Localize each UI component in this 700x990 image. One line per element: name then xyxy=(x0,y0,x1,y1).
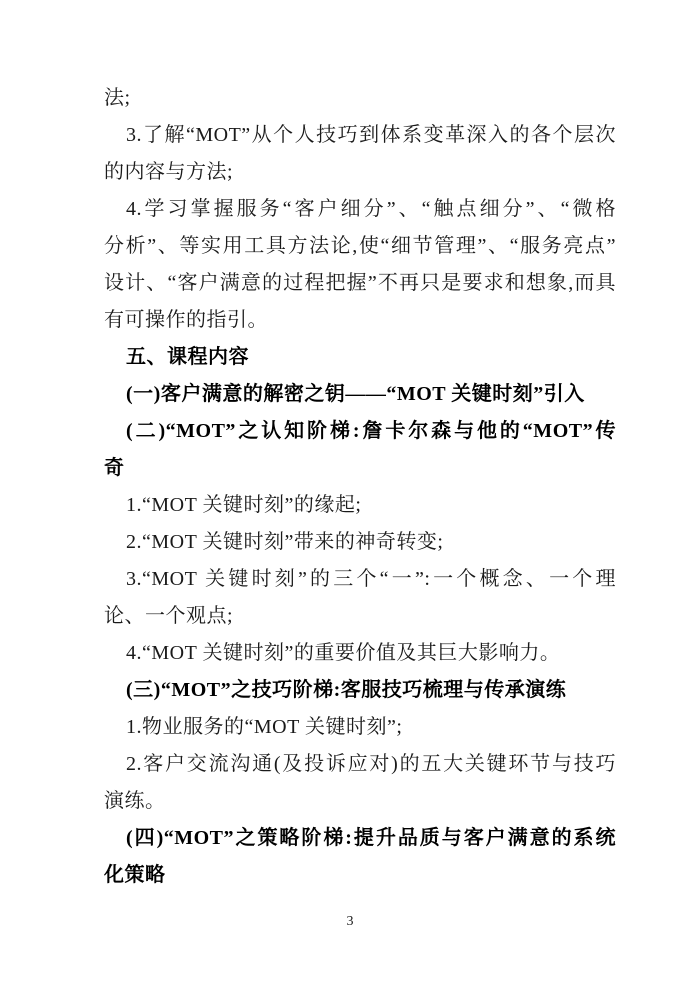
text-line: (一)客户满意的解密之钥——“MOT 关键时刻”引入 xyxy=(126,383,585,405)
text-line: 4.“MOT 关键时刻”的重要价值及其巨大影响力。 xyxy=(126,642,561,664)
text-line: 论、一个观点; xyxy=(104,605,234,627)
text-line: 1.物业服务的“MOT 关键时刻”; xyxy=(126,716,403,738)
text-line: 法; xyxy=(104,87,131,109)
text-line: 1.“MOT 关键时刻”的缘起; xyxy=(126,494,362,516)
text-line: 2.客户交流沟通(及投诉应对)的五大关键环节与技巧 xyxy=(126,753,616,775)
text-line: 演练。 xyxy=(104,790,166,812)
text-line: 五、课程内容 xyxy=(126,346,249,368)
text-line: 4.学习掌握服务“客户细分”、“触点细分”、“微格 xyxy=(126,198,616,220)
text-line: 3.了解“MOT”从个人技巧到体系变革深入的各个层次 xyxy=(126,124,616,146)
text-line: (二)“MOT”之认知阶梯:詹卡尔森与他的“MOT”传 xyxy=(126,420,616,442)
page-footer xyxy=(0,912,700,932)
text-line: 奇 xyxy=(104,457,125,479)
text-line: 有可操作的指引。 xyxy=(104,309,268,331)
text-line: 的内容与方法; xyxy=(104,161,234,183)
text-line: 化策略 xyxy=(104,864,166,886)
page-number: 3 xyxy=(346,914,354,929)
text-line: 分析”、等实用工具方法论,使“细节管理”、“服务亮点” xyxy=(104,235,616,257)
document-body xyxy=(104,80,616,894)
text-line: (四)“MOT”之策略阶梯:提升品质与客户满意的系统 xyxy=(126,827,616,849)
text-line: 2.“MOT 关键时刻”带来的神奇转变; xyxy=(126,531,444,553)
text-line: 3.“MOT 关键时刻”的三个“一”:一个概念、一个理 xyxy=(126,568,616,590)
text-line: 设计、“客户满意的过程把握”不再只是要求和想象,而具 xyxy=(104,272,616,294)
text-line: (三)“MOT”之技巧阶梯:客服技巧梳理与传承演练 xyxy=(126,679,567,701)
